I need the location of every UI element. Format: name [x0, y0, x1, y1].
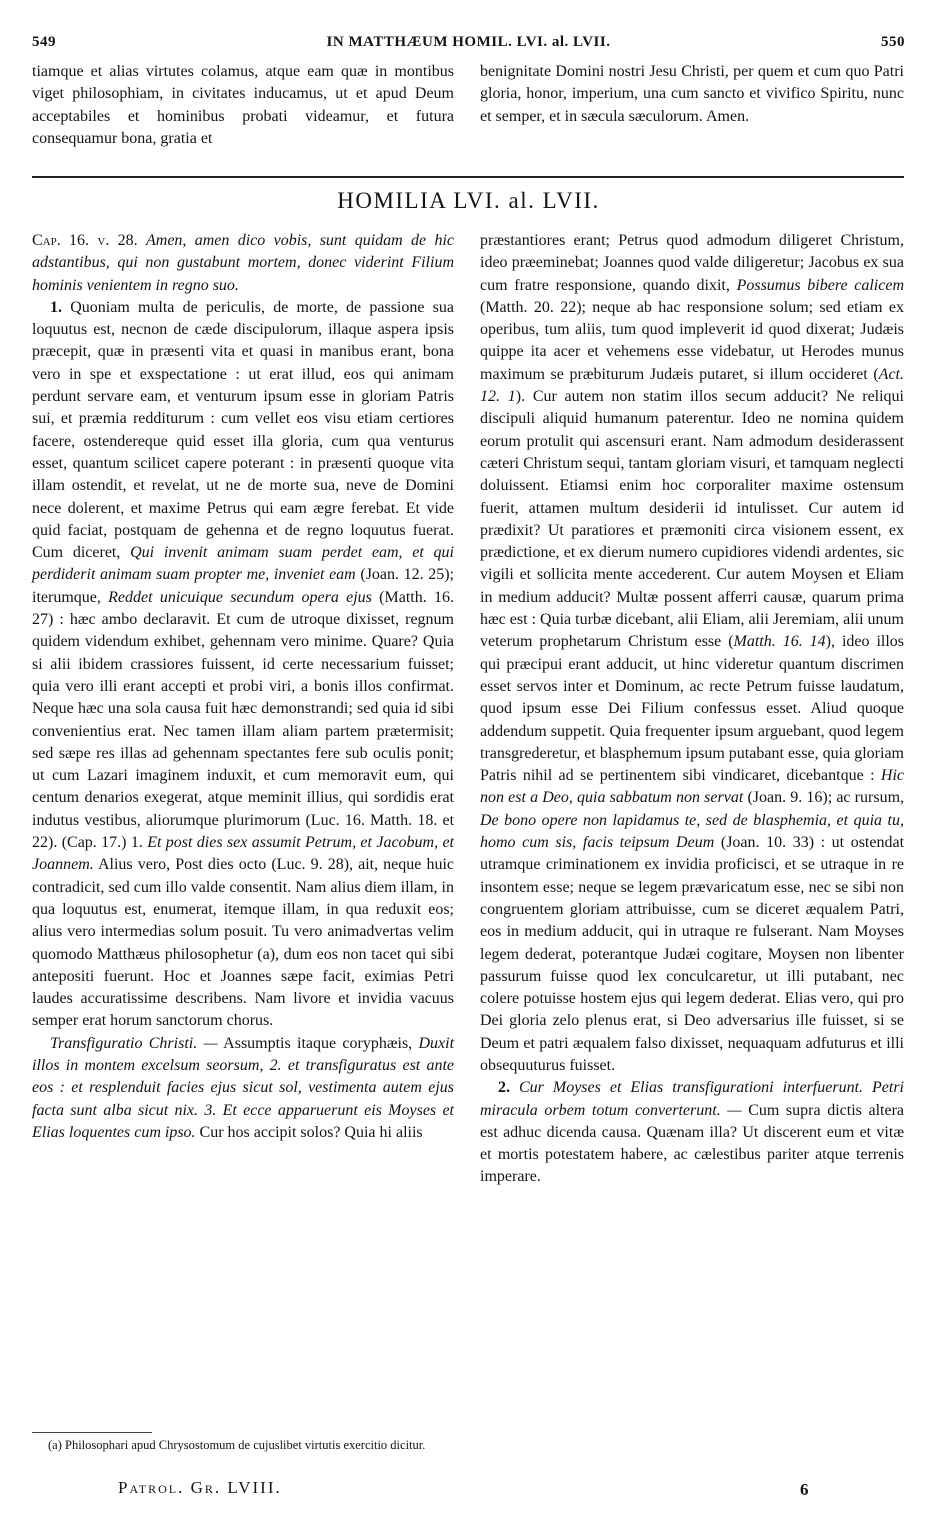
quotation: De bono opere non lapidamus te, sed de blasphemia, et quia tu, homo cum sis, facis teipsum Deum	[480, 811, 904, 852]
quotation: Et post dies sex assumit Petrum, et Jacobum, et Joannem.	[32, 834, 455, 874]
top-left-column	[32, 61, 454, 150]
paragraph-text: iterumque,	[32, 588, 101, 606]
page-number-left: 549	[32, 34, 56, 50]
top-right-text: benignitate Domini nostri Jesu Christi, per quem et cum quo Patri gloria, honor, imperium, una cum sancto et vivifico Spiritu, nunc et semper, et in sæcula sæculorum. Amen.	[480, 63, 904, 125]
section-heading: Cur Moyses et Elias transfigurationi interfuerunt. Petri miracula orbem totum converterunt. —	[480, 1079, 904, 1119]
paragraph-text: ). Cur autem non statim illos secum adducit? Ne reliqui discipuli aliquid humanum paterentur. Ideo ne nomina quidem eorum protulit qui ascensuri erant. Nam admodum desiderassent cæteri Christum sequi, tantam gloriam visuri, et tamquam neglecti doluissent. Etiamsi enim hoc corporaliter maxime ostensum fuerit, attamen multum desiderii id intulisset. Cur autem id prædixit? Ut paratiores et præmoniti circa visionem essent, ex prædictione, et ex dierum numero cupidiores videndi ardentes, sic vigili et sollicita mente accederent. Cur autem Moysen et Eliam in medium adducit? Multæ possent afferri causæ, quarum prima hæc est : Quia turbæ dicebant, alii Eliam, alii Jeremiam, alii unum veterum prophetarum Christum esse (	[480, 388, 905, 651]
paragraph-text: Assumptis itaque coryphæis,	[223, 1034, 413, 1052]
chapter-reference: Cap. 16. v. 28.	[32, 232, 138, 249]
quotation: Possumus bibere calicem	[736, 276, 905, 294]
paragraph-text: ac rursum,	[836, 789, 905, 807]
running-head	[32, 34, 905, 56]
scripture-reference: (Joan. 10. 33) :	[720, 834, 826, 852]
quotation: Duxit illos in montem excelsum seorsum, 2. et transfiguratus est ante eos : et resplenduit facies ejus sicut sol, vestimenta autem ejus facta sunt alba sicut nix. 3. Et ecce apparuerunt eis Moyses et Elias loquentes cum ipso.	[32, 1034, 455, 1141]
page-number-right: 550	[881, 34, 905, 50]
paragraph-text: Alius vero, Post dies octo	[97, 856, 267, 874]
quotation: Hic non est a Deo, quia sabbatum non servat	[480, 767, 905, 807]
top-right-column	[480, 61, 904, 128]
section-divider	[32, 176, 904, 178]
chapter-marker: (Cap. 17.) 1.	[61, 834, 143, 852]
paragraph-continued	[480, 230, 904, 1077]
scripture-reference: (Matth. 16. 27) :	[32, 588, 454, 629]
quotation: Qui invenit animam suam perdet eam, et qui perdiderit animam suam propter me, inveniet eam	[32, 544, 455, 584]
scripture-reference: (Joan. 9. 16);	[747, 789, 833, 807]
paragraph-text: Quoniam multa de periculis, de morte, de passione sua loquutus est, necnon de cæde discipulorum, illaque aspera ipsis præcepit, quæ in præsenti vita et quasi in manibus erant, bona vero in spe et exspectatione : ut erat illud, eos qui animam perdunt servare eam, et venturum ipsum esse in gloriam Patris sui, et præmia redditurum : cum vellet eos visu etiam certiores facere, ostendereque quid esset illa gloria, cum qua venturus esset, quantum scilicet capere poterant : in præsenti quoque vita illam ostendit, et revelat, ut ne de morte sua, neve de Domini nece dolerent, et maxime Petrus qui eam ægre ferebat. Et vide quid faciat, postquam de gehenna et de regno loquutus fuerat. Cum diceret,	[32, 298, 455, 562]
paragraph-number: 2.	[498, 1079, 510, 1097]
paragraph-text: ait, neque huic contradicit, sed cum illo valde consentit. Nam alius diem illam, in qua loquutus est, enumerat, itemque illam, in qua reduxit eos; alius vero intermedias solum posuit. Tu vero animadvertas velim quomodo Matthæus philosophetur (a), dum eos non tacet qui sibi antepositi fuerunt. Hoc et Joannes sæpe facit, eximias Petri laudes accuratissime describens. Nam livore et invidia vacuus semper erat horum sanctorum chorus.	[32, 856, 455, 1030]
scripture-reference: Act. 12. 1	[480, 365, 904, 406]
epigraph-text: Amen, amen dico vobis, sunt quidam de hic adstantibus, qui non gustabunt mortem, donec viderint Filium hominis venientem in regno suo.	[32, 232, 454, 294]
paragraph-1	[32, 297, 454, 1033]
footnote: (a) Philosophari apud Chrysostomum de cujuslibet virtutis exercitio dicitur.	[48, 1438, 426, 1452]
paragraph-text: neque ab hac responsione solum; sed etiam ex operibus, tum aliis, tum quod impleverit id quod dixerat; Judæis quippe ita acer et vehemens esse videbatur, ut Herodes munus maximum se præbiturum Judæis putaret, si illum occideret (	[480, 298, 905, 383]
main-right-column	[480, 230, 904, 1189]
paragraph-text: hæc ambo declaravit. Et cum de utroque dixisset, regnum quidem videndum exhibet, gehennam vero minime. Quare? Quia si alii ibidem crassiores fuissent, id certe necessarium fuisset; quia vero illi erant accepti et probi viri, a bonis illos confirmat. Neque hæc una sola causa fuit hæc demonstrandi; sed quia id sibi convenientius erat. Nec tamen illam aliam partem prætermisit; sed sæpe res illas ad gehennam spectantes fere sub oculis ponit; ut cum Lazari imaginem induxit, et cum memoravit eum, qui centum denarios exegerat, atque meminit illius, qui sordidis erat indutus vestibus, aliorumque plurimorum	[32, 611, 454, 829]
top-left-text: tiamque et alias virtutes colamus, atque eam quæ in montibus viget philosophiam, in civitates inducamus, ut et apud Deum acceptabiles et hominibus probati videamur, et futura consequamur bona, gratia et	[32, 63, 454, 147]
main-left-column	[32, 230, 454, 1144]
homily-title: HOMILIA LVI. al. LVII.	[337, 188, 600, 213]
paragraph-text: ut ostendat utramque criminationem ex invidia proficisci, et se utraque in re insontem esse; neque se legem prævaricatum esse, nec se sibi non congruentem gloriam attribuisse, cum se diceret æqualem Patri, eos in medium adducit, qui in utraque re fulserant. Nam Moyses legem dederat, poterantque Judæi cogitare, Moysen non libenter passurum fuisse quod lex conculcaretur, ut illi putabant, nec colere potuisse hostem ejus qui legem dederat. Elias vero, qui pro Dei gloria zelo plenus erat, si Deo adversarius ille fuisset, si se Deum et patri æqualem falso dixisset, nequaquam adfuturus et illi obsequuturus fuisset.	[480, 834, 905, 1074]
signature-line: Patrol. Gr. LVIII.	[118, 1478, 282, 1497]
footnote-divider	[32, 1432, 152, 1433]
scripture-reference: (Joan. 12. 25);	[360, 566, 455, 584]
paragraph-text: Cur hos accipit solos? Quia hi aliis	[199, 1123, 423, 1141]
scripture-reference: (Luc. 16. Matth. 18. et 22).	[32, 811, 455, 852]
paragraph-2	[32, 1033, 454, 1144]
epigraph	[32, 230, 454, 297]
quotation: Reddet unicuique secundum opera ejus	[108, 588, 372, 606]
paragraph-3	[480, 1077, 904, 1188]
scripture-reference: (Matth. 20. 22);	[480, 298, 586, 316]
paragraph-text: ), ideo illos qui præcipui erant adducit, ut hinc videretur quantum discrimen esset servos inter et Dominum, ac recte Petrum fuisse laudatum, quod ipsum esse Dei Filium confessus esset. Aliud quoque addendum suppetit. Quia frequenter ipsum arguebant, quod legem transgrederetur, et blasphemum ipsum putabant esse, quia gloriam Patris nihil ad se pertinentem sibi vindicaret, dicebantque :	[480, 633, 904, 785]
paragraph-text: præstantiores erant; Petrus quod admodum diligeret Christum, ideo præeminebat; Joannes quod valde diligeretur; Jacobus ex sua cum fratre responsione, quando dixit,	[480, 232, 904, 294]
paragraph-number: 1.	[50, 298, 62, 316]
paragraph-text: Cum supra dictis altera est adhuc dicenda causa. Quænam illa? Ut discerent eum et vitæ et mortis potestatem habere, ac cælestibus pariter atque terrenis imperare.	[480, 1101, 905, 1186]
section-heading: Transfiguratio Christi. —	[50, 1034, 218, 1052]
scripture-reference: (Luc. 9. 28),	[271, 856, 354, 874]
running-title: IN MATTHÆUM HOMIL. LVI. al. LVII.	[326, 34, 611, 50]
scripture-reference: Matth. 16. 14	[733, 633, 826, 651]
signature-mark: 6	[800, 1480, 809, 1499]
